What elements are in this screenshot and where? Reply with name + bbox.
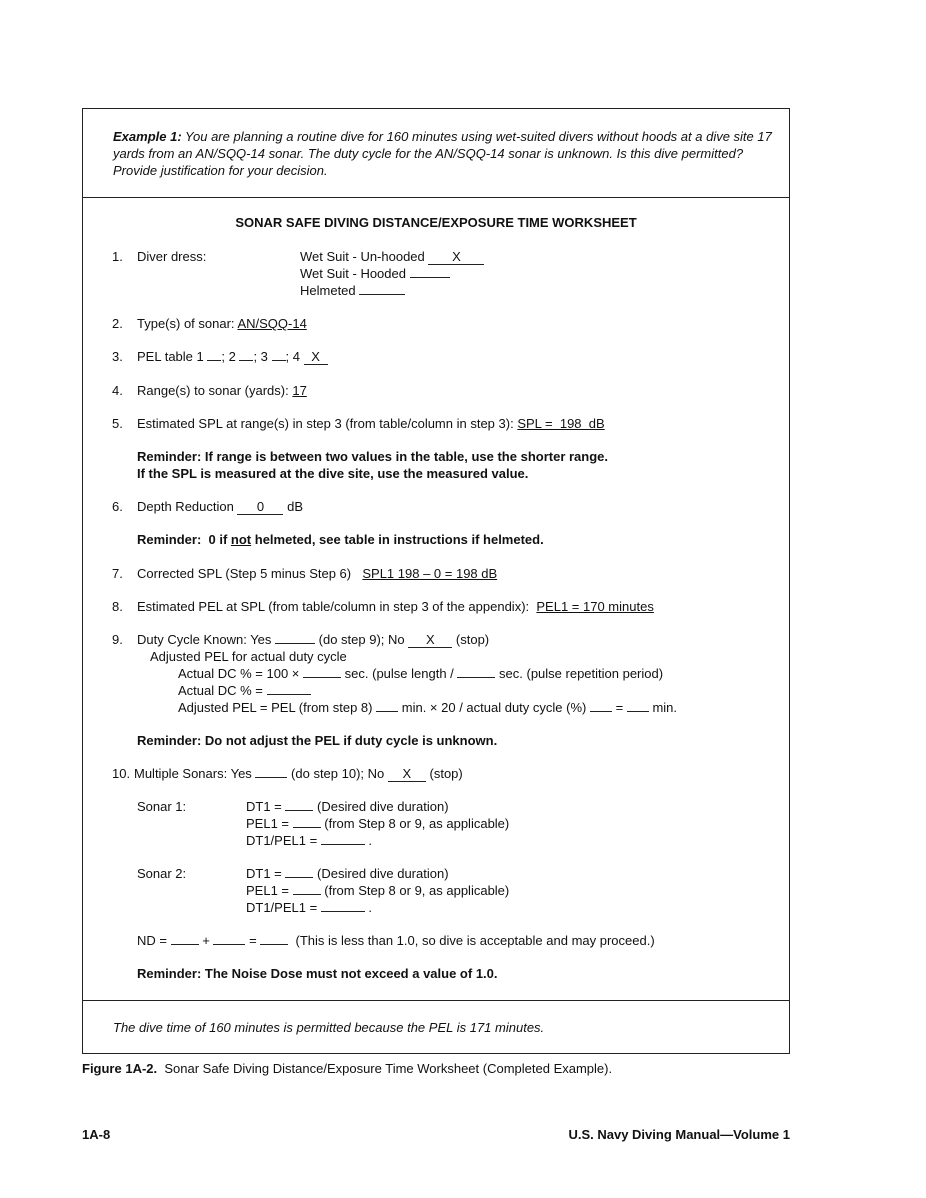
figure-caption: Figure 1A-2. Sonar Safe Diving Distance/Exposure Time Worksheet (Completed Example). [82,1061,613,1076]
sonar2-dt: DT1 = (Desired dive duration) [246,866,449,881]
step4-num: 4. [112,383,123,398]
manual-title: U.S. Navy Diving Manual—Volume 1 [568,1127,790,1142]
step6-num: 6. [112,499,123,514]
reminder-range-line2: If the SPL is measured at the dive site, use the measured value. [137,466,529,481]
sonar1-pel: PEL1 = (from Step 8 or 9, as applicable) [246,816,510,831]
step7-line: Corrected SPL (Step 5 minus Step 6) SPL1 198 – 0 = 198 dB [137,566,501,582]
step9-num: 9. [112,632,123,647]
step3-num: 3. [112,349,123,364]
step7-num: 7. [112,566,123,581]
step5-num: 5. [112,416,123,431]
step6-line: Depth Reduction 0 dB [137,499,303,514]
sonar-type-value: AN/SQQ-14 [237,316,307,331]
reminder-range-line1: Reminder: If range is between two values in the table, use the shorter range. [137,449,609,464]
step9-line: Duty Cycle Known: Yes (do step 9); No X (stop) [137,632,490,647]
step5-line: Estimated SPL at range(s) in step 3 (from table/column in step 3): SPL = 198 dB [137,416,605,431]
worksheet-frame [82,108,790,1054]
corrected-spl-value: SPL1 198 – 0 = 198 dB [362,566,498,581]
page-number: 1A-8 [82,1127,111,1142]
conclusion-text: The dive time of 160 minutes is permitted because the PEL is 171 minutes. [113,1020,545,1035]
step3-line: PEL table 1 ; 2 ; 3 ; 4 X [137,349,328,365]
sonar1-label: Sonar 1: [137,799,187,814]
divider-top [83,197,789,198]
sonar1-dt: DT1 = (Desired dive duration) [246,799,449,814]
depth-reduction-value: 0 [237,500,283,515]
step8-line: Estimated PEL at SPL (from table/column in step 3 of the appendix): PEL1 = 170 minutes [137,599,654,614]
step9-sub1: Adjusted PEL for actual duty cycle [150,649,347,664]
step1-option-helmeted: Helmeted [300,283,405,299]
step2-num: 2. [112,316,123,331]
sonar2-pel: PEL1 = (from Step 8 or 9, as applicable) [246,883,510,898]
step2-line: Type(s) of sonar: AN/SQQ-14 [137,316,307,331]
step1-option-hooded: Wet Suit - Hooded [300,266,450,282]
noise-dose-line: ND = + = (This is less than 1.0, so dive is acceptable and may proceed.) [137,933,655,948]
step9-sub2: Actual DC % = 100 × sec. (pulse length / sec. (pulse repetition period) [178,666,664,681]
step8-num: 8. [112,599,123,614]
step1-num: 1. [112,249,123,264]
multiple-sonars-no-mark: X [388,767,426,782]
step4-line: Range(s) to sonar (yards): 17 [137,383,307,398]
step9-sub4: Adjusted PEL = PEL (from step 8) min. × 20 / actual duty cycle (%) = min. [178,700,678,715]
pel-value: PEL1 = 170 minutes [536,599,654,614]
step1-label: Diver dress: [137,249,207,264]
reminder-noise-dose: Reminder: The Noise Dose must not exceed a value of 1.0. [137,966,498,981]
divider-bottom [83,1000,789,1001]
step9-sub3: Actual DC % = [178,683,311,699]
sonar2-ratio: DT1/PEL1 = . [246,900,373,915]
step10-num: 10. [112,766,131,781]
step1-option-unhooded: Wet Suit - Un-hooded X [300,249,484,265]
example-body: You are planning a routine dive for 160 minutes using wet-suited divers without hoods at a dive site 17 yards from an AN/SQQ-14 sonar. The duty cycle for the AN/SQQ-14 sonar is unknown. Is this dive permitted? Provide justification for your decision. [113,129,772,178]
example-text [113,128,773,179]
unhooded-mark: X [428,250,484,265]
reminder-depth: Reminder: 0 if not helmeted, see table in instructions if helmeted. [137,532,544,547]
pel-table-mark: X [304,350,328,365]
sonar1-ratio: DT1/PEL1 = . [246,833,373,848]
duty-cycle-no-mark: X [408,633,452,648]
range-value: 17 [292,383,307,398]
example-label: Example 1: [113,129,182,144]
sonar2-label: Sonar 2: [137,866,187,881]
spl-value: SPL = 198 dB [517,416,605,431]
worksheet-title: SONAR SAFE DIVING DISTANCE/EXPOSURE TIME WORKSHEET [235,215,637,230]
hooded-blank [410,266,450,278]
reminder-duty-cycle: Reminder: Do not adjust the PEL if duty cycle is unknown. [137,733,498,748]
helmeted-blank [359,283,405,295]
step10-line: Multiple Sonars: Yes (do step 10); No X (stop) [134,766,463,781]
